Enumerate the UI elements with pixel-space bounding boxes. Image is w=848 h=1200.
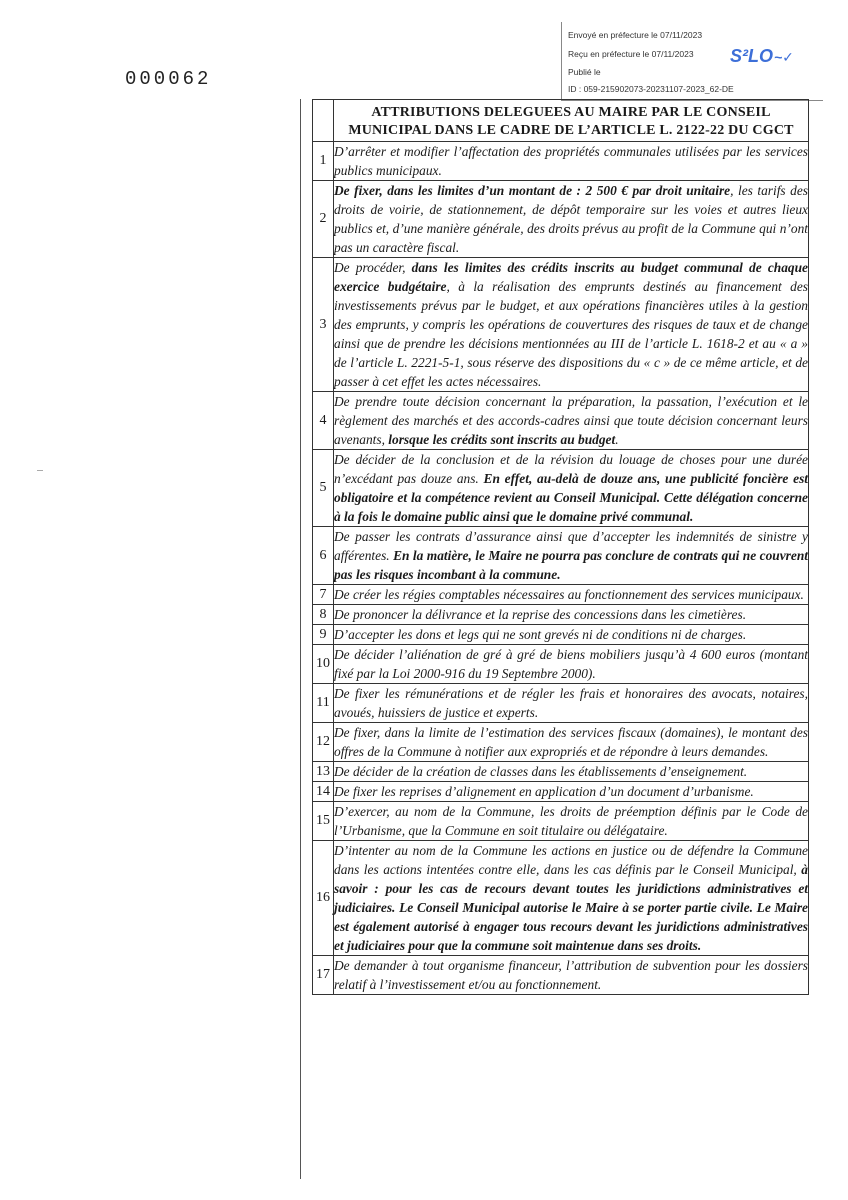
table-row [313,802,809,841]
item-text-segment: , à la réalisation des emprunts destinés au financement des investissements prévus par le budget, et aux opérations financières utiles à la gestion des emprunts, y compris les opérations de couvertures des risques de taux et de change ainsi que de prendre les décisions mentionnées au III de l’article L. 1618-2 et au « a » de l’article L. 2221-5-1, sous réserve des dispositions du « c » de ce même article, et de passer à cet effet les actes nécessaires. [334,279,808,389]
document-number: 000062 [125,68,212,90]
item-number: 7 [313,585,334,605]
s2lo-logo-text: S²LO [730,46,773,66]
item-number: 4 [313,392,334,450]
item-text [334,841,809,956]
binding-mark [37,470,43,471]
attributions-table [312,99,809,995]
item-text [334,645,809,684]
item-text-segment: , les tarifs des droits de voirie, de stationnement, de dépôt temporaire sur les voies et autres lieux publics et, d’une manière générale, des droits prévus au profit de la Commune qui n’ont pas un caractère fiscal. [334,183,808,255]
item-text [334,723,809,762]
item-text-segment: De créer les régies comptables nécessaires au fonctionnement des services municipaux. [334,587,804,602]
table-row [313,450,809,527]
item-text [334,450,809,527]
item-text-segment: De demander à tout organisme financeur, l’attribution de subvention pour les dossiers relatif à l’investissement et/ou au fonctionnement. [334,958,808,992]
item-text [334,605,809,625]
stamp-sent-date: Envoyé en préfecture le 07/11/2023 [568,30,703,40]
s2lo-logo [730,46,794,67]
swoosh-icon: ~✓ [774,49,794,65]
item-text-segment: D’arrêter et modifier l’affectation des propriétés communales utilisées par les services publics municipaux. [334,144,808,178]
item-text-segment: De décider de la création de classes dans les établissements d’enseignement. [334,764,748,779]
item-text [334,762,809,782]
item-number: 3 [313,258,334,392]
item-text [334,625,809,645]
item-number: 14 [313,782,334,802]
item-text [334,802,809,841]
stamp-received-date: Reçu en préfecture le 07/11/2023 [568,49,694,59]
table-row [313,181,809,258]
table-body [313,142,809,995]
table-row [313,956,809,995]
table-header-row [313,100,809,142]
table-row [313,782,809,802]
table-row [313,527,809,585]
item-text [334,181,809,258]
stamp-id: ID : 059-215902073-20231107-2023_62-DE [568,84,734,94]
item-text-segment: De prendre toute décision concernant la préparation, la passation, l’exécution et le règlement des marchés et des accords-cadres ainsi que toute décision concernant leurs avenants, [334,394,808,447]
item-number: 1 [313,142,334,181]
table-row [313,645,809,684]
item-number: 8 [313,605,334,625]
item-text-segment: De fixer, dans la limite de l’estimation des services fiscaux (domaines), le montant des offres de la Commune à notifier aux expropriés et de répondre à leurs demandes. [334,725,808,759]
item-text-segment: D’intenter au nom de la Commune les actions en justice ou de défendre la Commune dans les actions intentées contre elle, dans les cas définis par le Conseil Municipal, [334,843,808,877]
item-text [334,956,809,995]
item-text-segment: De fixer les rémunérations et de régler les frais et honoraires des avocats, notaires, avoués, huissiers de justice et experts. [334,686,808,720]
table-row [313,605,809,625]
item-text-segment: De passer les contrats d’assurance ainsi que d’accepter les indemnités de sinistre y afférentes. [334,529,808,563]
item-number: 11 [313,684,334,723]
item-text [334,782,809,802]
item-text [334,142,809,181]
item-text [334,258,809,392]
stamp-published: Publié le [568,67,601,77]
item-text-segment: De décider l’aliénation de gré à gré de biens mobiliers jusqu’à 4 600 euros (montant fixé par la Loi 2000-916 du 19 Septembre 2000). [334,647,808,681]
item-text [334,585,809,605]
item-text [334,527,809,585]
item-text-bold: En effet, au-delà de douze ans, une publicité foncière est obligatoire et la compétence revient au Conseil Municipal. Cette délégation concerne à la fois le domaine public ainsi que le domaine privé communal. [334,471,809,524]
item-number: 9 [313,625,334,645]
table-row [313,841,809,956]
table-row [313,392,809,450]
item-text-bold: En la matière, le Maire ne pourra pas conclure de contrats qui ne couvrent pas les risques incombant à la commune. [334,548,808,582]
item-number: 13 [313,762,334,782]
table-row [313,142,809,181]
table-row [313,625,809,645]
header-blank-cell [313,100,334,142]
table-row [313,762,809,782]
table-row [313,723,809,762]
item-number: 15 [313,802,334,841]
item-number: 2 [313,181,334,258]
item-text-segment: D’accepter les dons et legs qui ne sont grevés ni de conditions ni de charges. [334,627,747,642]
item-text-segment: De prononcer la délivrance et la reprise des concessions dans les cimetières. [334,607,747,622]
item-number: 10 [313,645,334,684]
item-text-segment: D’exercer, au nom de la Commune, les droits de préemption définis par le Code de l’Urbanisme, que la Commune en soit titulaire ou délégataire. [334,804,808,838]
item-text-bold: lorsque les crédits sont inscrits au budget [388,432,616,447]
item-number: 5 [313,450,334,527]
item-number: 16 [313,841,334,956]
item-text-segment: . [615,432,619,447]
item-number: 17 [313,956,334,995]
item-number: 12 [313,723,334,762]
item-text [334,392,809,450]
prefecture-stamp [561,22,823,101]
item-number: 6 [313,527,334,585]
table-title: ATTRIBUTIONS DELEGUEES AU MAIRE PAR LE CONSEIL MUNICIPAL DANS LE CADRE DE L’ARTICLE L. 2122-22 DU CGCT [334,100,809,142]
table-row [313,258,809,392]
item-text-bold: dans les limites des crédits inscrits au budget communal de chaque exercice budgétaire [334,260,809,294]
item-text-bold: De fixer, dans les limites d’un montant de : 2 500 € par droit unitaire [334,183,731,198]
margin-rule [300,99,301,1179]
item-text-bold: à savoir : pour les cas de recours devant toutes les juridictions administratives et judiciaires. Le Conseil Municipal autorise le Maire à se porter partie civile. Le Maire est également autorisé à engager tous recours devant les juridictions administratives et judiciaires pour que la commune soit maintenue dans ses droits. [334,862,808,953]
item-text-segment: De décider de la conclusion et de la révision du louage de choses pour une durée n’excédant pas douze ans. [334,452,808,486]
table-row [313,585,809,605]
item-text [334,684,809,723]
item-text-segment: De fixer les reprises d’alignement en application d’un document d’urbanisme. [334,784,754,799]
table-row [313,684,809,723]
item-text-segment: De procéder, [334,260,412,275]
